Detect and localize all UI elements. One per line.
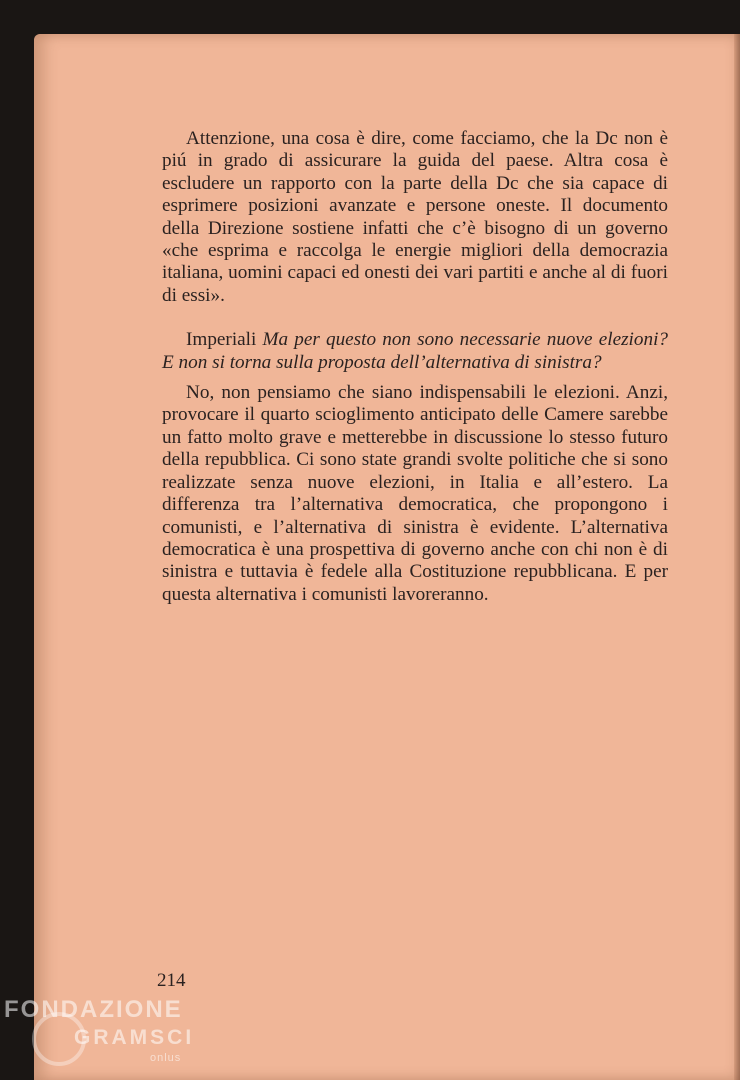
question-speaker: Imperiali xyxy=(186,329,257,351)
question xyxy=(162,329,668,374)
watermark xyxy=(4,996,194,1064)
watermark-line1: FONDAZIONE xyxy=(4,996,183,1023)
paragraph-1: Attenzione, una cosa è dire, come facciamo, che la Dc non è piú in grado di assicurare la guida del paese. Altra cosa è escludere un rapporto con la parte della Dc che sia capace di esprimere posizioni avanzate e persone oneste. Il documento della Direzione sostiene infatti che c’è bisogno di un governo «che esprima e raccolga le energie migliori della democrazia italiana, uomini capaci ed onesti dei vari partiti e anche al di fuori di essi». xyxy=(162,128,668,306)
page-text xyxy=(162,128,668,606)
page-number: 214 xyxy=(157,970,186,991)
question-text: Ma per questo non sono necessarie nuove elezioni? E non si torna sulla proposta dell’alternativa di sinistra? xyxy=(162,329,668,373)
watermark-line3: onlus xyxy=(150,1052,182,1064)
page-edge xyxy=(734,34,740,1080)
watermark-line2: GRAMSCI xyxy=(74,1026,195,1049)
paragraph-2: No, non pensiamo che siano indispensabili le elezioni. Anzi, provocare il quarto scioglimento anticipato delle Camere sarebbe un fatto molto grave e metterebbe in discussione lo stesso futuro della repubblica. Ci sono state grandi svolte politiche che si sono realizzate senza nuove elezioni, in Italia e all’estero. La differenza tra l’alternativa democratica, che propongono i comunisti, e l’alternativa di sinistra è evidente. L’alternativa democratica è una prospettiva di governo anche con chi non è di sinistra e tuttavia è fedele alla Costituzione repubblicana. E per questa alternativa i comunisti lavoreranno. xyxy=(162,382,668,605)
